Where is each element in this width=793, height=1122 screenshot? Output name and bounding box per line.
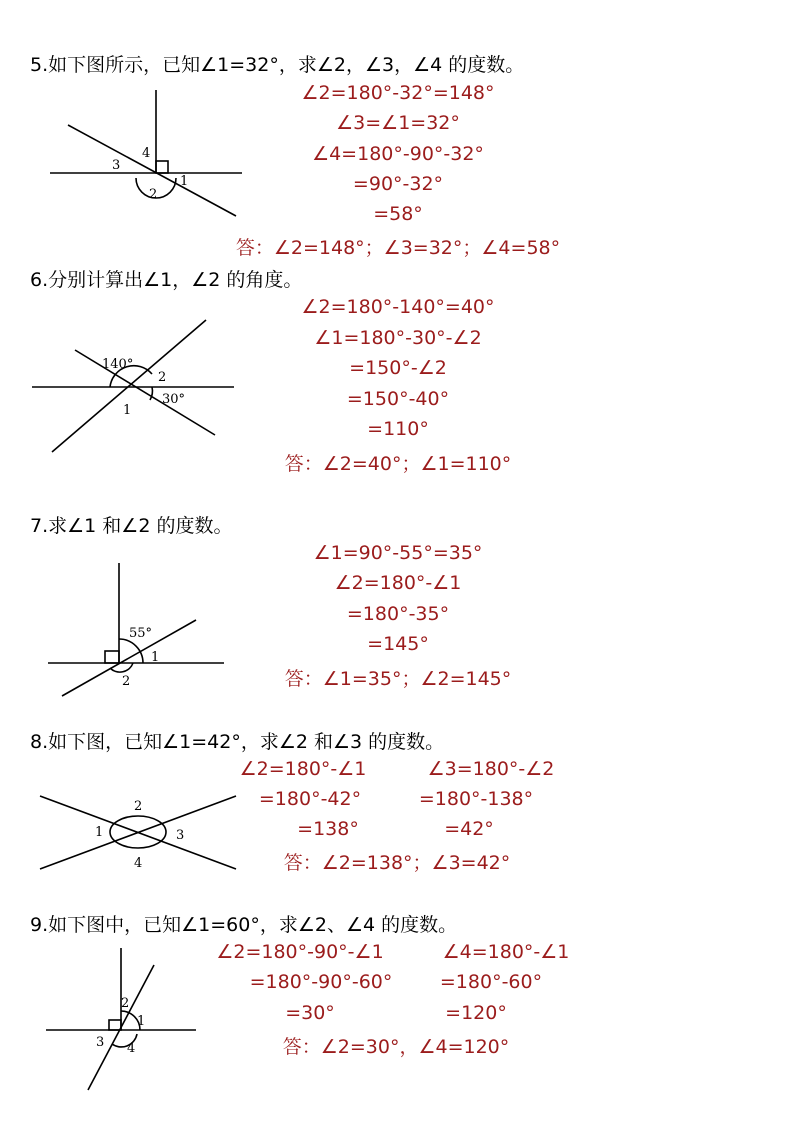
answer-8: 答：∠2=138°；∠3=42° (283, 852, 511, 874)
fig5-label-3: 3 (112, 158, 121, 173)
solution-9-left-step-2: =180°-90°-60° (249, 971, 393, 993)
fig9-label-1: 1 (137, 1014, 146, 1029)
question-5: 5.如下图所示，已知∠1=32°，求∠2，∠3，∠4 的度数。 (30, 54, 525, 76)
solution-5-step-2: ∠3=∠1=32° (336, 112, 460, 134)
fig7-label-2: 2 (122, 674, 131, 689)
solution-6-step-2: ∠1=180°-30°-∠2 (314, 327, 482, 349)
fig5-label-2: 2 (149, 187, 158, 202)
fig8-label-4: 4 (134, 856, 143, 871)
solution-7-step-1: ∠1=90°-55°=35° (313, 542, 483, 564)
fig6-label-2: 2 (158, 370, 167, 385)
question-6: 6.分别计算出∠1，∠2 的角度。 (30, 269, 303, 291)
fig9-right-angle-mark (109, 1020, 121, 1030)
solution-5-step-5: =58° (373, 203, 423, 225)
solution-9-right-step-3: =120° (445, 1002, 507, 1024)
solution-6-step-1: ∠2=180°-140°=40° (301, 296, 495, 318)
solution-8-left-step-2: =180°-42° (258, 788, 362, 810)
fig6-label-140: 140° (102, 357, 134, 372)
solution-8-right-step-3: =42° (444, 818, 494, 840)
solution-8-right-step-1: ∠3=180°-∠2 (427, 758, 555, 780)
solution-5-step-1: ∠2=180°-32°=148° (301, 82, 495, 104)
solution-7-step-4: =145° (367, 633, 429, 655)
fig6-label-30: 30° (162, 392, 186, 407)
solution-6-step-3: =150°-∠2 (349, 357, 447, 379)
fig9-label-4: 4 (127, 1041, 136, 1056)
fig8-label-3: 3 (176, 828, 185, 843)
solution-7-step-3: =180°-35° (346, 603, 450, 625)
fig9-label-3: 3 (96, 1035, 105, 1050)
answer-5: 答：∠2=148°；∠3=32°；∠4=58° (235, 237, 561, 259)
answer-9: 答：∠2=30°，∠4=120° (282, 1036, 510, 1058)
solution-5-step-3: ∠4=180°-90°-32° (312, 143, 484, 165)
question-8: 8.如下图，已知∠1=42°，求∠2 和∠3 的度数。 (30, 731, 445, 753)
fig9-label-2: 2 (121, 996, 130, 1011)
fig6-label-1: 1 (123, 403, 132, 418)
fig8-label-2: 2 (134, 799, 143, 814)
fig7-label-1: 1 (151, 650, 160, 665)
solution-8-left-step-3: =138° (297, 818, 359, 840)
solution-5-step-4: =90°-32° (352, 173, 444, 195)
fig5-label-4: 4 (142, 146, 151, 161)
solution-7-step-2: ∠2=180°-∠1 (334, 572, 462, 594)
solution-9-right-step-2: =180°-60° (439, 971, 543, 993)
solution-6-step-5: =110° (367, 418, 429, 440)
solution-6-step-4: =150°-40° (346, 388, 450, 410)
fig8-label-1: 1 (95, 825, 104, 840)
fig5-label-1: 1 (180, 174, 189, 189)
solution-9-left-step-1: ∠2=180°-90°-∠1 (216, 941, 384, 963)
solution-8-right-step-2: =180°-138° (418, 788, 534, 810)
solution-9-left-step-3: =30° (285, 1002, 335, 1024)
fig7-label-55: 55° (129, 626, 153, 641)
question-7: 7.求∠1 和∠2 的度数。 (30, 515, 233, 537)
solution-8-left-step-1: ∠2=180°-∠1 (239, 758, 367, 780)
answer-6: 答：∠2=40°；∠1=110° (284, 453, 512, 475)
solution-9-right-step-1: ∠4=180°-∠1 (442, 941, 570, 963)
answer-7: 答：∠1=35°；∠2=145° (284, 668, 512, 690)
question-9: 9.如下图中，已知∠1=60°，求∠2、∠4 的度数。 (30, 914, 458, 936)
